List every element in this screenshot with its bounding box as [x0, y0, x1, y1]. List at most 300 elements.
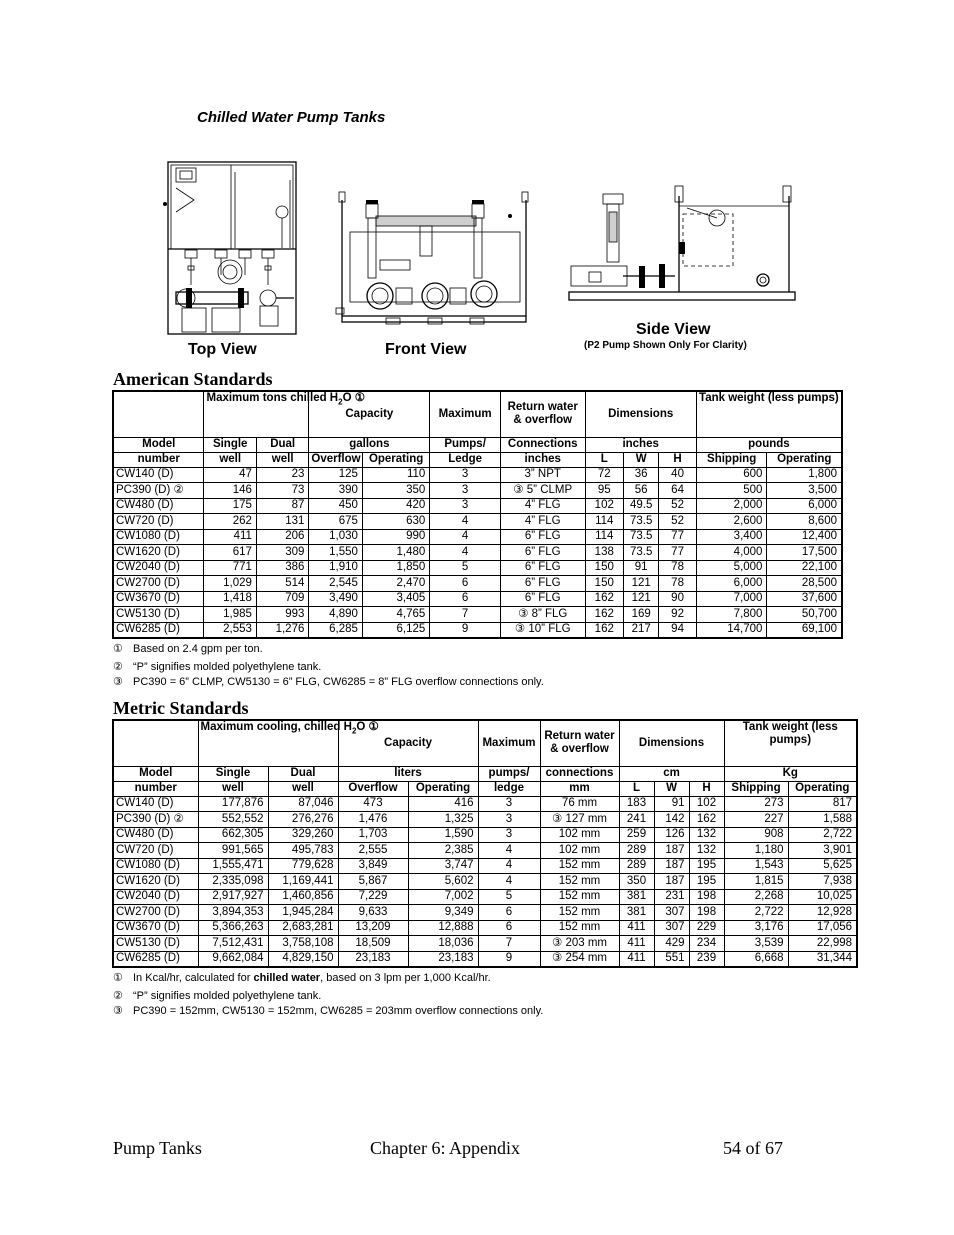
table-cell: 289 [619, 843, 654, 859]
table-cell: 52 [659, 514, 696, 530]
table-cell: 3,758,108 [268, 936, 338, 952]
table-cell: 126 [654, 827, 689, 843]
table-cell: 73.5 [624, 514, 659, 530]
model-cell: CW1620 (D) [113, 545, 204, 561]
american-footnote-3: ③ PC390 = 6” CLMP, CW5130 = 6” FLG, CW6285 = 8” FLG overflow connections only. [113, 676, 544, 688]
table-cell: 3,176 [724, 920, 788, 936]
table-cell: 9,349 [408, 905, 478, 921]
model-cell: CW480 (D) [113, 827, 198, 843]
table-cell: 152 mm [540, 874, 619, 890]
header-dimensions: Dimensions [585, 391, 696, 437]
table-cell: 1,030 [309, 529, 363, 545]
header-shipping: Shipping [724, 781, 788, 796]
table-cell: 350 [362, 483, 429, 499]
header-well-single: well [198, 781, 268, 796]
model-cell: CW6285 (D) [113, 951, 198, 967]
header-h: H [689, 781, 724, 796]
metric-footnote-3: ③ PC390 = 152mm, CW5130 = 152mm, CW6285 = 203mm overflow connections only. [113, 1005, 544, 1017]
table-cell: 14,700 [696, 622, 767, 638]
table-cell: 1,945,284 [268, 905, 338, 921]
table-cell: 450 [309, 498, 363, 514]
table-cell: 1,703 [338, 827, 408, 843]
header-operating-weight: Operating [788, 781, 857, 796]
table-cell: 2,600 [696, 514, 767, 530]
table-row [113, 936, 857, 952]
model-cell: CW720 (D) [113, 514, 204, 530]
table-cell: 18,509 [338, 936, 408, 952]
table-cell: 2,385 [408, 843, 478, 859]
header-well-dual: well [268, 781, 338, 796]
model-cell: CW2040 (D) [113, 560, 204, 576]
table-cell: 64 [659, 483, 696, 499]
table-cell: 12,400 [767, 529, 842, 545]
header-shipping: Shipping [696, 452, 767, 467]
table-cell: 91 [624, 560, 659, 576]
table-cell: 3 [430, 467, 501, 483]
table-cell: 500 [696, 483, 767, 499]
header-max-tons: Maximum tons chilled $H_2O$ ① [204, 391, 309, 437]
page-heading: Chilled Water Pump Tanks [197, 109, 386, 126]
table-cell: 2,000 [696, 498, 767, 514]
header-single: Single [198, 766, 268, 781]
footer-left: Pump Tanks [113, 1138, 202, 1158]
table-cell: 177,876 [198, 796, 268, 812]
table-cell: 420 [362, 498, 429, 514]
table-cell: 2,545 [309, 576, 363, 592]
table-cell: 206 [256, 529, 308, 545]
table-cell: 1,418 [204, 591, 256, 607]
table-cell: 183 [619, 796, 654, 812]
table-cell: 150 [585, 560, 624, 576]
table-cell: 227 [724, 812, 788, 828]
model-cell: CW480 (D) [113, 498, 204, 514]
table-cell: 3,901 [788, 843, 857, 859]
model-cell: CW2700 (D) [113, 576, 204, 592]
table-cell: 162 [689, 812, 724, 828]
table-cell: 4,890 [309, 607, 363, 623]
table-cell: 709 [256, 591, 308, 607]
table-cell: 90 [659, 591, 696, 607]
table-cell: 6 [430, 576, 501, 592]
table-cell: 2,555 [338, 843, 408, 859]
table-cell: 307 [654, 920, 689, 936]
table-cell: 132 [689, 843, 724, 859]
table-cell: 49.5 [624, 498, 659, 514]
table-row [113, 607, 842, 623]
table-cell: 121 [624, 591, 659, 607]
table-cell: 329,260 [268, 827, 338, 843]
table-cell: 1,276 [256, 622, 308, 638]
footer-chapter: Chapter 6: Appendix [370, 1138, 520, 1158]
table-row [113, 467, 842, 483]
side-view-label: Side View [636, 321, 711, 338]
table-cell: 69,100 [767, 622, 842, 638]
header-inches: inches [585, 437, 696, 452]
american-footnote-1: ① Based on 2.4 gpm per ton. [113, 643, 263, 655]
table-cell: 2,722 [788, 827, 857, 843]
model-cell: CW140 (D) [113, 796, 198, 812]
table-cell: 7 [478, 936, 540, 952]
table-row [113, 905, 857, 921]
table-cell: 7,229 [338, 889, 408, 905]
header-maximum: Maximum [478, 720, 540, 766]
table-cell: ③ 10” FLG [500, 622, 585, 638]
table-cell: 22,100 [767, 560, 842, 576]
table-cell: 1,476 [338, 812, 408, 828]
table-cell: 3” NPT [500, 467, 585, 483]
table-cell: 2,683,281 [268, 920, 338, 936]
model-cell: CW1620 (D) [113, 874, 198, 890]
header-w: W [624, 452, 659, 467]
table-cell: ③ 5” CLMP [500, 483, 585, 499]
table-cell: 2,470 [362, 576, 429, 592]
table-cell: 3,405 [362, 591, 429, 607]
table-cell: 102 [689, 796, 724, 812]
table-cell: 630 [362, 514, 429, 530]
model-cell: CW720 (D) [113, 843, 198, 859]
table-row [113, 951, 857, 967]
table-cell: 77 [659, 529, 696, 545]
table-cell: 309 [256, 545, 308, 561]
table-cell: 9,633 [338, 905, 408, 921]
table-cell: 5,867 [338, 874, 408, 890]
header-cell [113, 391, 204, 437]
table-cell: 6” FLG [500, 560, 585, 576]
header-return: Return water & overflow [500, 391, 585, 437]
model-cell: PC390 (D) ② [113, 812, 198, 828]
table-row [113, 591, 842, 607]
model-cell: CW3670 (D) [113, 920, 198, 936]
header-well-dual: well [256, 452, 308, 467]
table-cell: 7 [430, 607, 501, 623]
table-row [113, 622, 842, 638]
front-view-diagram [336, 186, 530, 328]
table-cell: 991,565 [198, 843, 268, 859]
table-row [113, 560, 842, 576]
table-cell: 6 [430, 591, 501, 607]
model-cell: CW2040 (D) [113, 889, 198, 905]
table-cell: 1,985 [204, 607, 256, 623]
table-cell: 307 [654, 905, 689, 921]
table-cell: 229 [689, 920, 724, 936]
header-liters: liters [338, 766, 478, 781]
table-cell: 87 [256, 498, 308, 514]
table-cell: 47 [204, 467, 256, 483]
table-row [113, 796, 857, 812]
model-cell: CW5130 (D) [113, 607, 204, 623]
table-cell: 94 [659, 622, 696, 638]
table-cell: 5,602 [408, 874, 478, 890]
table-row [113, 827, 857, 843]
model-cell: PC390 (D) ② [113, 483, 204, 499]
table-cell: 1,590 [408, 827, 478, 843]
table-cell: 779,628 [268, 858, 338, 874]
metric-standards-table [112, 719, 858, 968]
header-pumps: Pumps/ [430, 437, 501, 452]
table-cell: 217 [624, 622, 659, 638]
table-cell: 6 [478, 920, 540, 936]
model-cell: CW1080 (D) [113, 858, 198, 874]
side-view-note: (P2 Pump Shown Only For Clarity) [584, 340, 747, 351]
table-cell: 259 [619, 827, 654, 843]
model-cell: CW140 (D) [113, 467, 204, 483]
table-row [113, 874, 857, 890]
table-cell: 146 [204, 483, 256, 499]
header-capacity: Capacity [309, 391, 430, 437]
table-cell: 3,490 [309, 591, 363, 607]
table-cell: 131 [256, 514, 308, 530]
header-operating: Operating [362, 452, 429, 467]
table-cell: 52 [659, 498, 696, 514]
table-cell: 5,366,263 [198, 920, 268, 936]
table-cell: 198 [689, 905, 724, 921]
table-cell: 169 [624, 607, 659, 623]
table-cell: 195 [689, 858, 724, 874]
table-cell: 3,849 [338, 858, 408, 874]
metric-table-body [113, 796, 857, 967]
table-cell: 13,209 [338, 920, 408, 936]
table-cell: 9 [478, 951, 540, 967]
table-cell: 6,285 [309, 622, 363, 638]
table-cell: 2,553 [204, 622, 256, 638]
table-cell: 4 [430, 529, 501, 545]
header-connections: connections [540, 766, 619, 781]
american-footnote-2: ② “P” signifies molded polyethylene tank. [113, 661, 322, 673]
table-cell: 6 [478, 905, 540, 921]
table-cell: 990 [362, 529, 429, 545]
table-cell: 73.5 [624, 529, 659, 545]
american-standards-table [112, 390, 843, 639]
table-cell: 73 [256, 483, 308, 499]
header-conn-inches: inches [500, 452, 585, 467]
side-view-diagram [563, 186, 799, 310]
front-view-label: Front View [385, 341, 467, 358]
table-cell: 350 [619, 874, 654, 890]
table-cell: 9,662,084 [198, 951, 268, 967]
table-cell: 1,555,471 [198, 858, 268, 874]
header-operating: Operating [408, 781, 478, 796]
table-cell: 662,305 [198, 827, 268, 843]
table-cell: 187 [654, 874, 689, 890]
table-cell: 234 [689, 936, 724, 952]
header-cm: cm [619, 766, 724, 781]
table-cell: 390 [309, 483, 363, 499]
table-cell: 7,800 [696, 607, 767, 623]
table-cell: 187 [654, 843, 689, 859]
american-standards-title: American Standards [113, 369, 273, 389]
table-cell: 1,543 [724, 858, 788, 874]
header-w: W [654, 781, 689, 796]
table-cell: 3,747 [408, 858, 478, 874]
table-cell: 22,998 [788, 936, 857, 952]
table-cell: 150 [585, 576, 624, 592]
header-single: Single [204, 437, 256, 452]
table-cell: 162 [585, 591, 624, 607]
table-cell: 4 [478, 858, 540, 874]
header-max-cooling: Maximum cooling, chilled $H_2O$ ① [198, 720, 338, 766]
table-cell: 7,000 [696, 591, 767, 607]
header-maximum: Maximum [430, 391, 501, 437]
table-cell: ③ 254 mm [540, 951, 619, 967]
header-pumps: pumps/ [478, 766, 540, 781]
header-number: number [113, 452, 204, 467]
metric-standards-title: Metric Standards [113, 698, 249, 718]
table-cell: 3 [430, 483, 501, 499]
header-overflow: Overflow [338, 781, 408, 796]
table-cell: 2,268 [724, 889, 788, 905]
table-cell: 138 [585, 545, 624, 561]
table-cell: 114 [585, 514, 624, 530]
table-cell: 110 [362, 467, 429, 483]
table-cell: 817 [788, 796, 857, 812]
table-row [113, 889, 857, 905]
header-dimensions: Dimensions [619, 720, 724, 766]
table-cell: 9 [430, 622, 501, 638]
model-cell: CW5130 (D) [113, 936, 198, 952]
table-cell: 28,500 [767, 576, 842, 592]
table-cell: 993 [256, 607, 308, 623]
table-cell: 2,335,098 [198, 874, 268, 890]
model-cell: CW6285 (D) [113, 622, 204, 638]
model-cell: CW1080 (D) [113, 529, 204, 545]
table-cell: 4,765 [362, 607, 429, 623]
table-cell: 262 [204, 514, 256, 530]
table-cell: 23,183 [408, 951, 478, 967]
table-cell: 56 [624, 483, 659, 499]
table-cell: 31,344 [788, 951, 857, 967]
table-cell: 2,917,927 [198, 889, 268, 905]
header-return: Return water & overflow [540, 720, 619, 766]
table-cell: 617 [204, 545, 256, 561]
table-cell: 4” FLG [500, 514, 585, 530]
header-weight: Tank weight (less pumps) [696, 391, 842, 437]
table-cell: 411 [204, 529, 256, 545]
table-cell: 552,552 [198, 812, 268, 828]
table-cell: 495,783 [268, 843, 338, 859]
table-cell: 675 [309, 514, 363, 530]
table-cell: 37,600 [767, 591, 842, 607]
model-cell: CW2700 (D) [113, 905, 198, 921]
table-cell: 3,539 [724, 936, 788, 952]
header-l: L [619, 781, 654, 796]
table-row [113, 514, 842, 530]
table-cell: 473 [338, 796, 408, 812]
table-cell: 273 [724, 796, 788, 812]
header-operating-weight: Operating [767, 452, 842, 467]
header-overflow: Overflow [309, 452, 363, 467]
table-cell: 125 [309, 467, 363, 483]
table-cell: 17,056 [788, 920, 857, 936]
table-cell: 2,722 [724, 905, 788, 921]
table-cell: 3,894,353 [198, 905, 268, 921]
table-cell: 1,550 [309, 545, 363, 561]
top-view-diagram [164, 160, 300, 338]
table-cell: 771 [204, 560, 256, 576]
table-cell: 5 [478, 889, 540, 905]
table-cell: ③ 203 mm [540, 936, 619, 952]
table-cell: 289 [619, 858, 654, 874]
table-cell: 77 [659, 545, 696, 561]
footer-page-number: 54 of 67 [723, 1138, 783, 1158]
table-row [113, 843, 857, 859]
table-cell: 1,029 [204, 576, 256, 592]
header-cell [113, 720, 198, 766]
table-cell: 6” FLG [500, 576, 585, 592]
header-well-single: well [204, 452, 256, 467]
table-cell: ③ 8” FLG [500, 607, 585, 623]
table-cell: 6,125 [362, 622, 429, 638]
table-row [113, 576, 842, 592]
header-model: Model [113, 437, 204, 452]
table-cell: 162 [585, 622, 624, 638]
table-cell: 908 [724, 827, 788, 843]
table-cell: 195 [689, 874, 724, 890]
header-model: Model [113, 766, 198, 781]
header-gallons: gallons [309, 437, 430, 452]
metric-footnote-1: ① In Kcal/hr, calculated for chilled water, based on 3 lpm per 1,000 Kcal/hr. [113, 972, 491, 984]
table-cell: 1,588 [788, 812, 857, 828]
table-cell: 4 [478, 843, 540, 859]
header-connections: Connections [500, 437, 585, 452]
table-cell: 152 mm [540, 858, 619, 874]
header-l: L [585, 452, 624, 467]
table-cell: 18,036 [408, 936, 478, 952]
table-cell: 239 [689, 951, 724, 967]
table-row [113, 529, 842, 545]
table-cell: 411 [619, 936, 654, 952]
table-cell: 7,938 [788, 874, 857, 890]
table-cell: 6” FLG [500, 591, 585, 607]
table-cell: 1,850 [362, 560, 429, 576]
table-row [113, 920, 857, 936]
header-ledge: ledge [478, 781, 540, 796]
table-cell: 187 [654, 858, 689, 874]
header-h: H [659, 452, 696, 467]
table-cell: 40 [659, 467, 696, 483]
table-cell: 152 mm [540, 920, 619, 936]
table-cell: 102 mm [540, 827, 619, 843]
table-cell: 5 [430, 560, 501, 576]
table-cell: 4” FLG [500, 498, 585, 514]
table-cell: 50,700 [767, 607, 842, 623]
header-pounds: pounds [696, 437, 842, 452]
table-cell: 175 [204, 498, 256, 514]
table-cell: 3 [478, 796, 540, 812]
table-cell: 1,800 [767, 467, 842, 483]
table-cell: 3 [478, 812, 540, 828]
table-cell: 91 [654, 796, 689, 812]
table-cell: 600 [696, 467, 767, 483]
table-cell: 4 [430, 514, 501, 530]
table-cell: 1,460,856 [268, 889, 338, 905]
table-cell: 411 [619, 920, 654, 936]
table-cell: 23 [256, 467, 308, 483]
table-row [113, 498, 842, 514]
metric-footnote-2: ② “P” signifies molded polyethylene tank. [113, 990, 322, 1002]
table-row [113, 812, 857, 828]
top-view-label: Top View [188, 341, 257, 358]
table-cell: 17,500 [767, 545, 842, 561]
table-cell: 4,829,150 [268, 951, 338, 967]
table-cell: ③ 127 mm [540, 812, 619, 828]
header-dual: Dual [268, 766, 338, 781]
table-cell: 36 [624, 467, 659, 483]
table-row [113, 545, 842, 561]
table-cell: 1,910 [309, 560, 363, 576]
table-cell: 4 [430, 545, 501, 561]
table-cell: 114 [585, 529, 624, 545]
table-cell: 23,183 [338, 951, 408, 967]
